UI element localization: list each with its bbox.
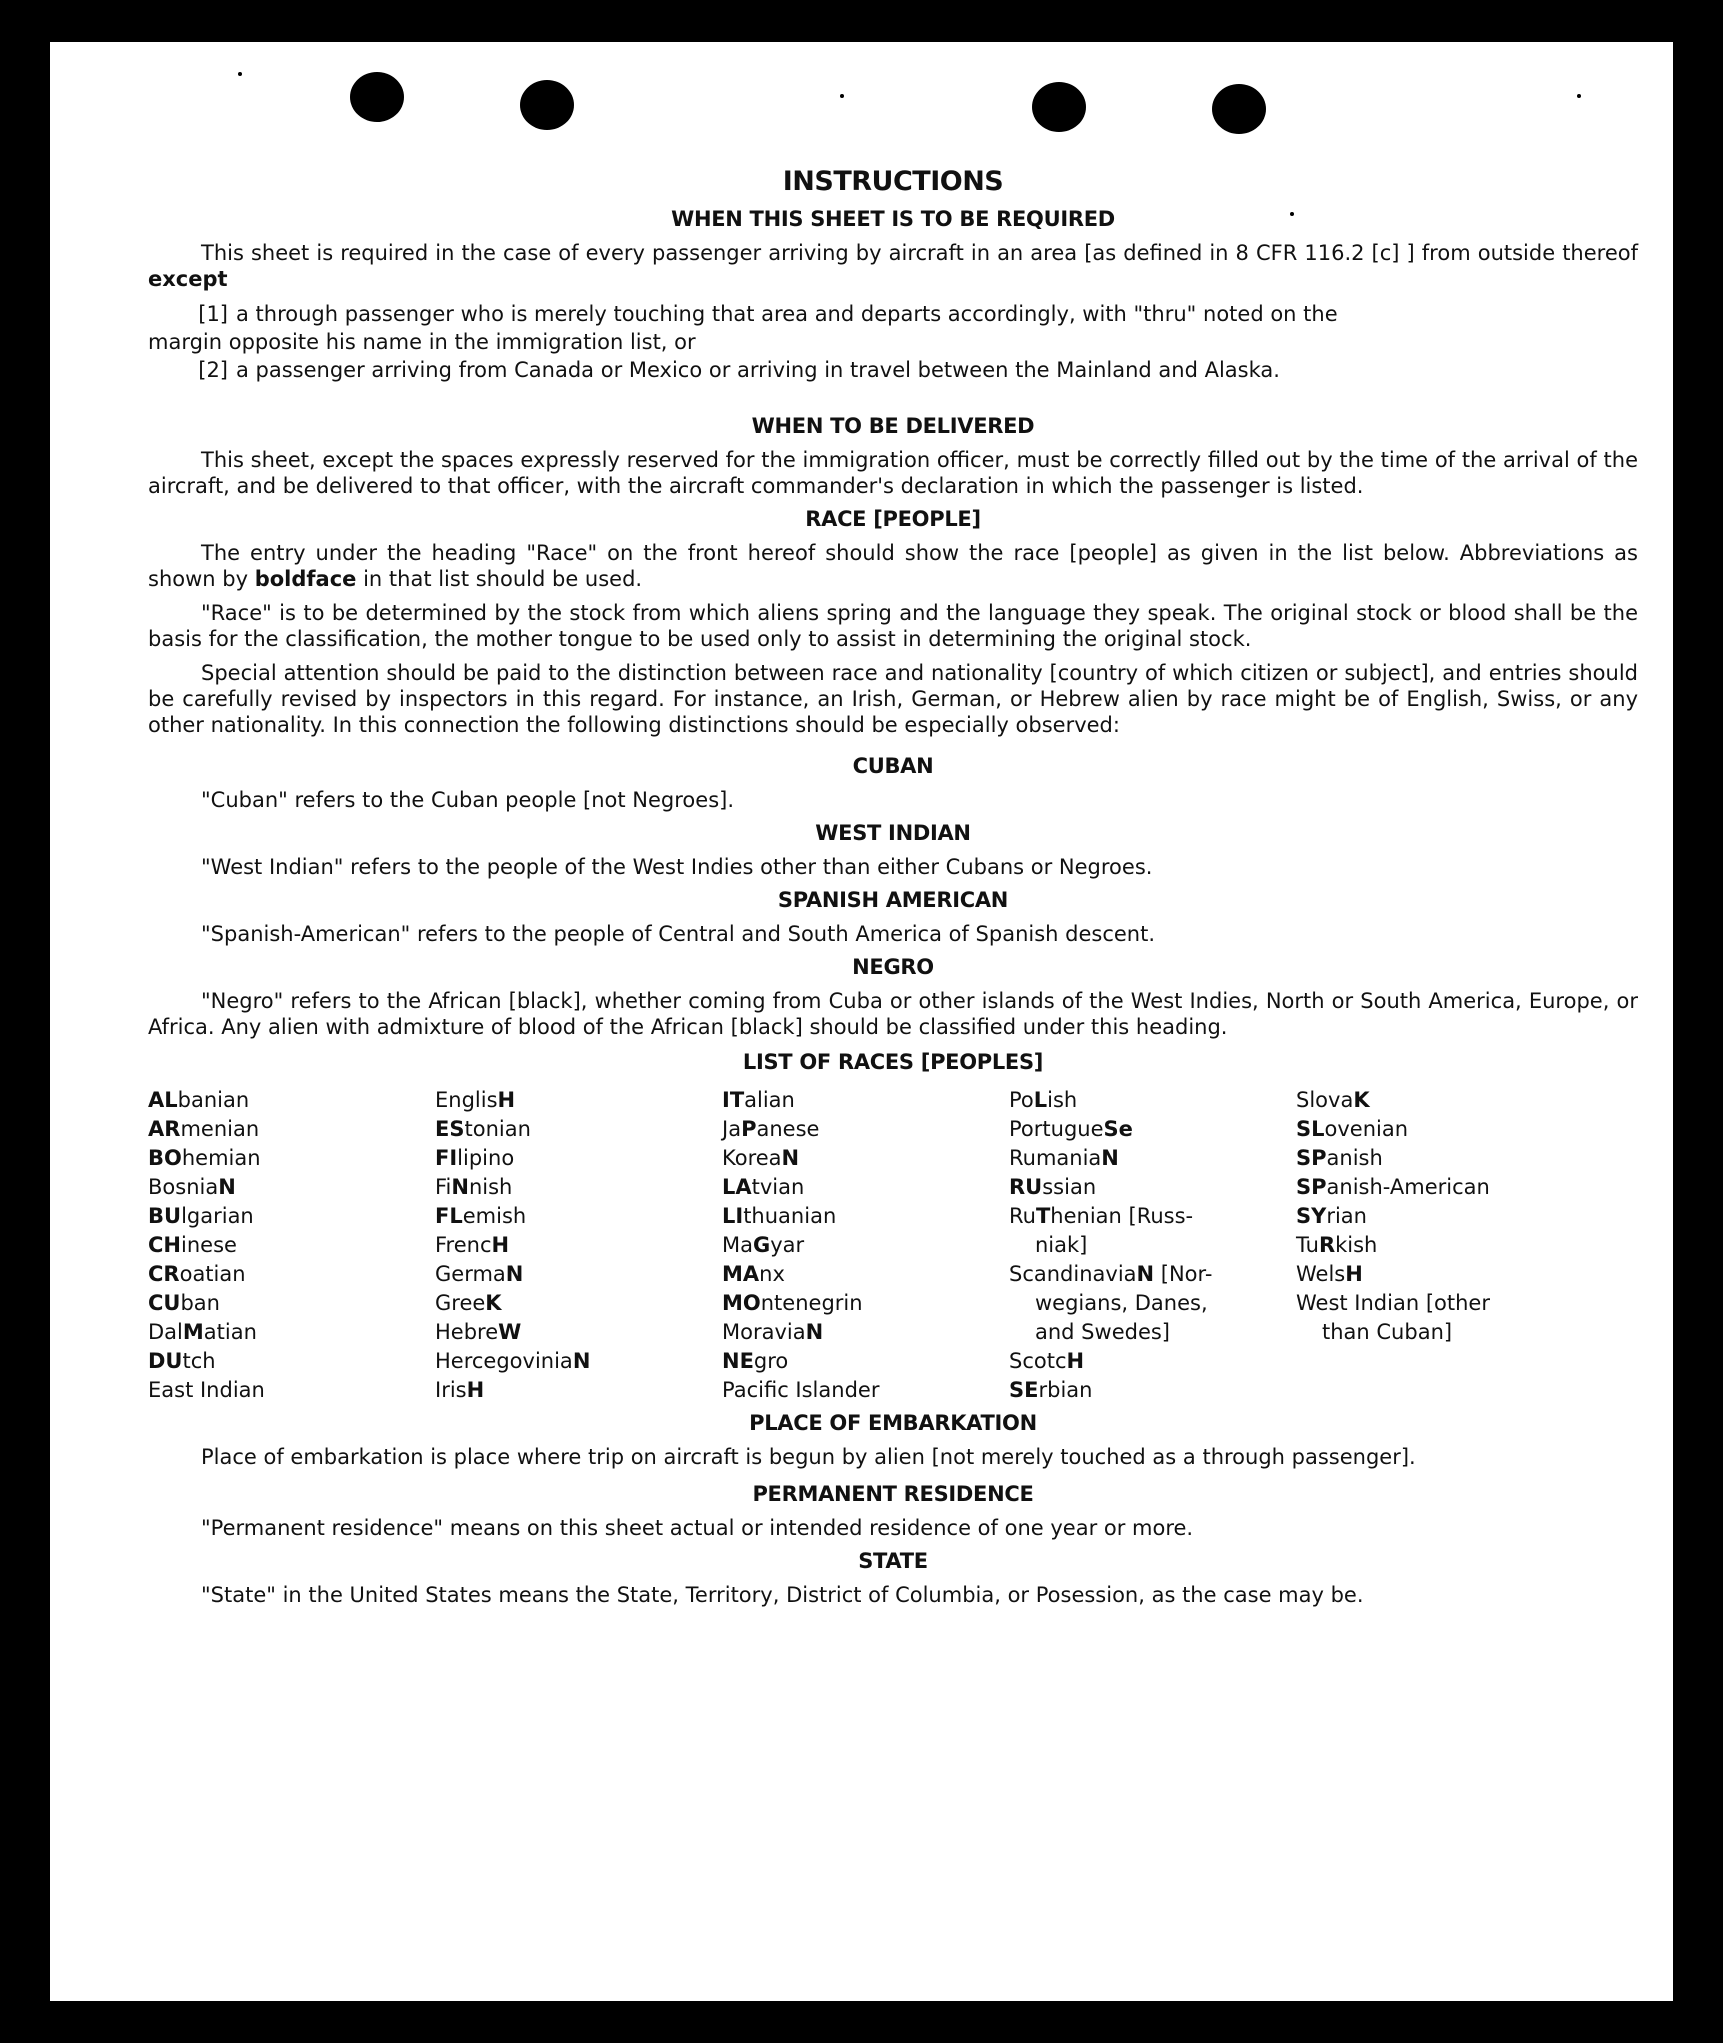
race-entry: CHinese bbox=[148, 1233, 237, 1257]
race-entry: West Indian [other bbox=[1296, 1291, 1490, 1315]
race-entry: MAnx bbox=[722, 1262, 785, 1286]
race-entry: ALbanian bbox=[148, 1088, 250, 1112]
heading-state: STATE bbox=[858, 1549, 928, 1573]
race-entry: ITalian bbox=[722, 1088, 795, 1112]
cuban-text: "Cuban" refers to the Cuban people [not Negroes]. bbox=[201, 788, 735, 812]
document-page bbox=[50, 42, 1673, 2001]
race-entry: LAtvian bbox=[722, 1175, 805, 1199]
race-paragraph-3: Special attention should be paid to the distinction between race and nationality [country of which citizen or subject], and entries should be carefully revised by inspectors in this regard. For instance, an Irish, German, or Hebrew alien by race might be of English, Swiss, or any other nationality. In this connection the following distinctions should be especially observed: bbox=[148, 661, 1638, 737]
race-entry: wegians, Danes, bbox=[1035, 1291, 1208, 1315]
race-entry: MoraviaN bbox=[722, 1320, 824, 1344]
race-entry: GermaN bbox=[435, 1262, 524, 1286]
heading-embarkation: PLACE OF EMBARKATION bbox=[749, 1411, 1037, 1435]
heading-when-required: WHEN THIS SHEET IS TO BE REQUIRED bbox=[671, 207, 1115, 231]
race-entry: HebreW bbox=[435, 1320, 522, 1344]
races-column bbox=[148, 1086, 435, 1405]
race-entry: East Indian bbox=[148, 1378, 265, 1402]
race-entry: NEgro bbox=[722, 1349, 789, 1373]
race-entry: RUssian bbox=[1009, 1175, 1097, 1199]
race-entry: JaPanese bbox=[722, 1117, 820, 1141]
race-entry: ScandinaviaN [Nor- bbox=[1009, 1262, 1213, 1286]
speck bbox=[1577, 94, 1581, 98]
race-entry: HercegoviniaN bbox=[435, 1349, 591, 1373]
exception-item-1: [1] a through passenger who is merely touching that area and departs accordingly, with "thru" noted on the bbox=[198, 302, 1338, 326]
heading-spanish-american: SPANISH AMERICAN bbox=[777, 888, 1009, 912]
race-entry: and Swedes] bbox=[1035, 1320, 1170, 1344]
race-entry: than Cuban] bbox=[1322, 1320, 1453, 1344]
required-intro: This sheet is required in the case of every passenger arriving by aircraft in an area [as defined in 8 CFR 116.2 [c] ] from outside thereof except bbox=[148, 241, 1638, 291]
race-entry: niak] bbox=[1035, 1233, 1088, 1257]
race-entry: SErbian bbox=[1009, 1378, 1093, 1402]
residence-text: "Permanent residence" means on this sheet actual or intended residence of one year or more. bbox=[201, 1516, 1194, 1540]
heading-cuban: CUBAN bbox=[852, 754, 934, 778]
exception-item-2: [2] a passenger arriving from Canada or Mexico or arriving in travel between the Mainland and Alaska. bbox=[198, 358, 1280, 382]
west-indian-text: "West Indian" refers to the people of the West Indies other than either Cubans or Negroes. bbox=[201, 855, 1153, 879]
race-entry: FrencH bbox=[435, 1233, 510, 1257]
punch-hole bbox=[520, 80, 574, 130]
race-entry: CRoatian bbox=[148, 1262, 246, 1286]
speck bbox=[840, 94, 844, 98]
races-column bbox=[435, 1086, 722, 1405]
punch-hole bbox=[1212, 84, 1266, 134]
race-entry: CUban bbox=[148, 1291, 220, 1315]
heading-list-of-races: LIST OF RACES [PEOPLES] bbox=[742, 1050, 1044, 1074]
race-entry: BosniaN bbox=[148, 1175, 236, 1199]
races-column bbox=[1296, 1086, 1583, 1405]
race-entry: SPanish-American bbox=[1296, 1175, 1490, 1199]
race-entry: MOntenegrin bbox=[722, 1291, 863, 1315]
race-entry: KoreaN bbox=[722, 1146, 800, 1170]
speck bbox=[238, 72, 242, 76]
race-entry: BOhemian bbox=[148, 1146, 261, 1170]
punch-hole bbox=[1032, 82, 1086, 132]
race-entry: IrisH bbox=[435, 1378, 485, 1402]
race-entry: DalMatian bbox=[148, 1320, 257, 1344]
race-entry: WelsH bbox=[1296, 1262, 1363, 1286]
page-title: INSTRUCTIONS bbox=[782, 166, 1004, 197]
races-column bbox=[1009, 1086, 1296, 1405]
race-entry: SYrian bbox=[1296, 1204, 1367, 1228]
race-entry: BUlgarian bbox=[148, 1204, 254, 1228]
exception-item-1-cont: margin opposite his name in the immigration list, or bbox=[148, 330, 696, 354]
race-entry: PortugueSe bbox=[1009, 1117, 1133, 1141]
heading-west-indian: WEST INDIAN bbox=[815, 821, 971, 845]
race-entry: TuRkish bbox=[1296, 1233, 1378, 1257]
instructions-content bbox=[148, 166, 1638, 1616]
race-entry: RuThenian [Russ- bbox=[1009, 1204, 1194, 1228]
heading-negro: NEGRO bbox=[852, 955, 934, 979]
race-entry: FLemish bbox=[435, 1204, 527, 1228]
negro-text: "Negro" refers to the African [black], whether coming from Cuba or other islands of the West Indies, North or South America, Europe, or Africa. Any alien with admixture of blood of the African [black] should be classified under this heading. bbox=[148, 989, 1638, 1039]
heading-race: RACE [PEOPLE] bbox=[805, 507, 981, 531]
race-entry: EnglisH bbox=[435, 1088, 516, 1112]
races-column bbox=[722, 1086, 1009, 1405]
race-entry: Pacific Islander bbox=[722, 1378, 880, 1402]
spanish-american-text: "Spanish-American" refers to the people of Central and South America of Spanish descent. bbox=[201, 922, 1156, 946]
race-entry: FiNnish bbox=[435, 1175, 513, 1199]
punch-hole bbox=[350, 72, 404, 122]
heading-when-delivered: WHEN TO BE DELIVERED bbox=[751, 414, 1035, 438]
race-entry: ARmenian bbox=[148, 1117, 260, 1141]
race-paragraph-1: The entry under the heading "Race" on the front hereof should show the race [people] as given in the list below. Abbreviations as shown by boldface in that list should be used. bbox=[148, 541, 1638, 591]
race-entry: SlovaK bbox=[1296, 1088, 1370, 1112]
race-entry: SPanish bbox=[1296, 1146, 1383, 1170]
races-list bbox=[148, 1086, 1638, 1405]
race-entry: PoLish bbox=[1009, 1088, 1078, 1112]
race-entry: RumaniaN bbox=[1009, 1146, 1119, 1170]
race-entry: DUtch bbox=[148, 1349, 216, 1373]
race-entry: LIthuanian bbox=[722, 1204, 837, 1228]
race-entry: ScotcH bbox=[1009, 1349, 1085, 1373]
state-text: "State" in the United States means the State, Territory, District of Columbia, or Posession, as the case may be. bbox=[201, 1583, 1364, 1607]
heading-residence: PERMANENT RESIDENCE bbox=[752, 1482, 1034, 1506]
race-entry: FIlipino bbox=[435, 1146, 515, 1170]
race-paragraph-2: "Race" is to be determined by the stock from which aliens spring and the language they speak. The original stock or blood shall be the basis for the classification, the mother tongue to be used only to assist in determining the original stock. bbox=[148, 601, 1638, 651]
race-entry: SLovenian bbox=[1296, 1117, 1409, 1141]
race-entry: MaGyar bbox=[722, 1233, 805, 1257]
embarkation-text: Place of embarkation is place where trip on aircraft is begun by alien [not merely touched as a through passenger]. bbox=[201, 1445, 1416, 1469]
race-entry: EStonian bbox=[435, 1117, 531, 1141]
race-entry: GreeK bbox=[435, 1291, 502, 1315]
delivered-text: This sheet, except the spaces expressly reserved for the immigration officer, must be correctly filled out by the time of the arrival of the aircraft, and be delivered to that officer, with the aircraft commander's declaration in which the passenger is listed. bbox=[148, 448, 1638, 498]
